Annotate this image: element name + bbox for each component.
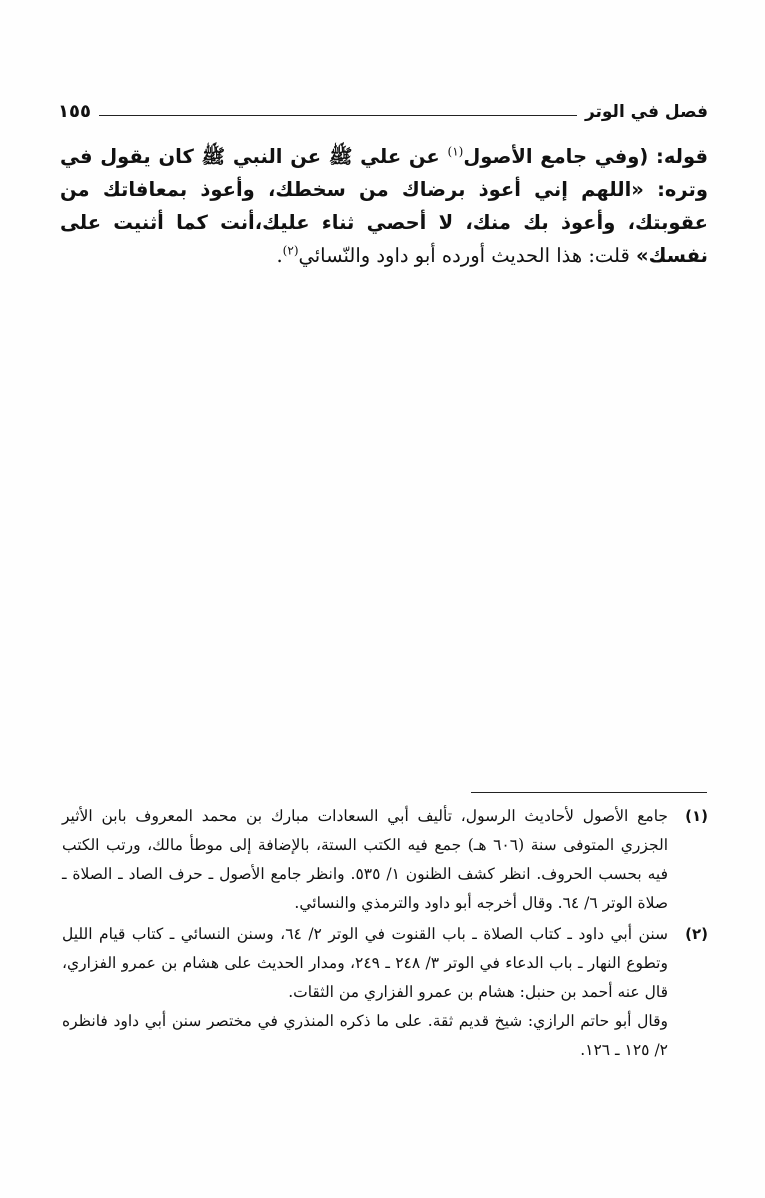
quoted-text-cont: عن علي ﷺ عن النبي ﷺ كان يقول في وتره: «اللهم إني أعوذ برضاك من سخطك، وأعوذ بمعافاتك من عقوبتك، وأعوذ بك منك، لا أحصي ثناء عليك،أنت كما أثنيت على نفسك» — [60, 145, 708, 267]
footnotes — [62, 802, 708, 1067]
header-rule — [99, 115, 577, 116]
chapter-title: فصل في الوتر — [584, 102, 708, 122]
footnote-body — [62, 920, 668, 1065]
footnote-separator — [471, 792, 707, 793]
main-text — [60, 140, 708, 272]
footnote-number: (٢) — [685, 925, 708, 943]
main-paragraph — [60, 140, 708, 272]
page-number: ١٥٥ — [58, 101, 91, 122]
footnote-ref-1: (١) — [447, 144, 464, 159]
author-comment: قلت: هذا الحديث أورده أبو داود والنّسائي — [298, 244, 637, 267]
footnote-paragraph: سنن أبي داود ـ كتاب الصلاة ـ باب القنوت في الوتر ٢/ ٦٤، وسنن النسائي ـ كتاب قيام الليل وتطوع النهار ـ باب الدعاء في الوتر ٣/ ٢٤٨ ـ ٢٤٩، ومدار الحديث على هشام بن عمرو الفزاري، قال عنه أحمد بن حنبل: هشام بن عمرو الفزاري من الثقات. — [62, 925, 668, 1001]
footnote-2 — [62, 920, 708, 1065]
footnote-paragraph: جامع الأصول لأحاديث الرسول، تأليف أبي السعادات مبارك بن محمد المعروف بابن الأثير الجزري المتوفى سنة (٦٠٦ هـ) جمع فيه الكتب الستة، بالإضافة إلى موطأ مالك، ورتب الكتب فيه بحسب الحروف. انظر كشف الظنون ١/ ٥٣٥. وانظر جامع الأصول ـ حرف الصاد ـ الصلاة ـ صلاة الوتر ٦/ ٦٤. وقال أخرجه أبو داود والترمذي والنسائي. — [62, 807, 668, 912]
footnote-1 — [62, 802, 708, 918]
running-header — [58, 92, 708, 122]
footnote-body — [62, 802, 668, 918]
footnote-number: (١) — [685, 807, 708, 825]
sentence-end: . — [276, 244, 283, 267]
quoted-text-start: قوله: (وفي جامع الأصول — [463, 145, 708, 168]
footnote-paragraph: وقال أبو حاتم الرازي: شيخ قديم ثقة. على ما ذكره المنذري في مختصر سنن أبي داود فانظره ٢/ ١٢٥ ـ ١٢٦. — [62, 1012, 668, 1059]
footnote-ref-2: (٢) — [282, 243, 299, 258]
